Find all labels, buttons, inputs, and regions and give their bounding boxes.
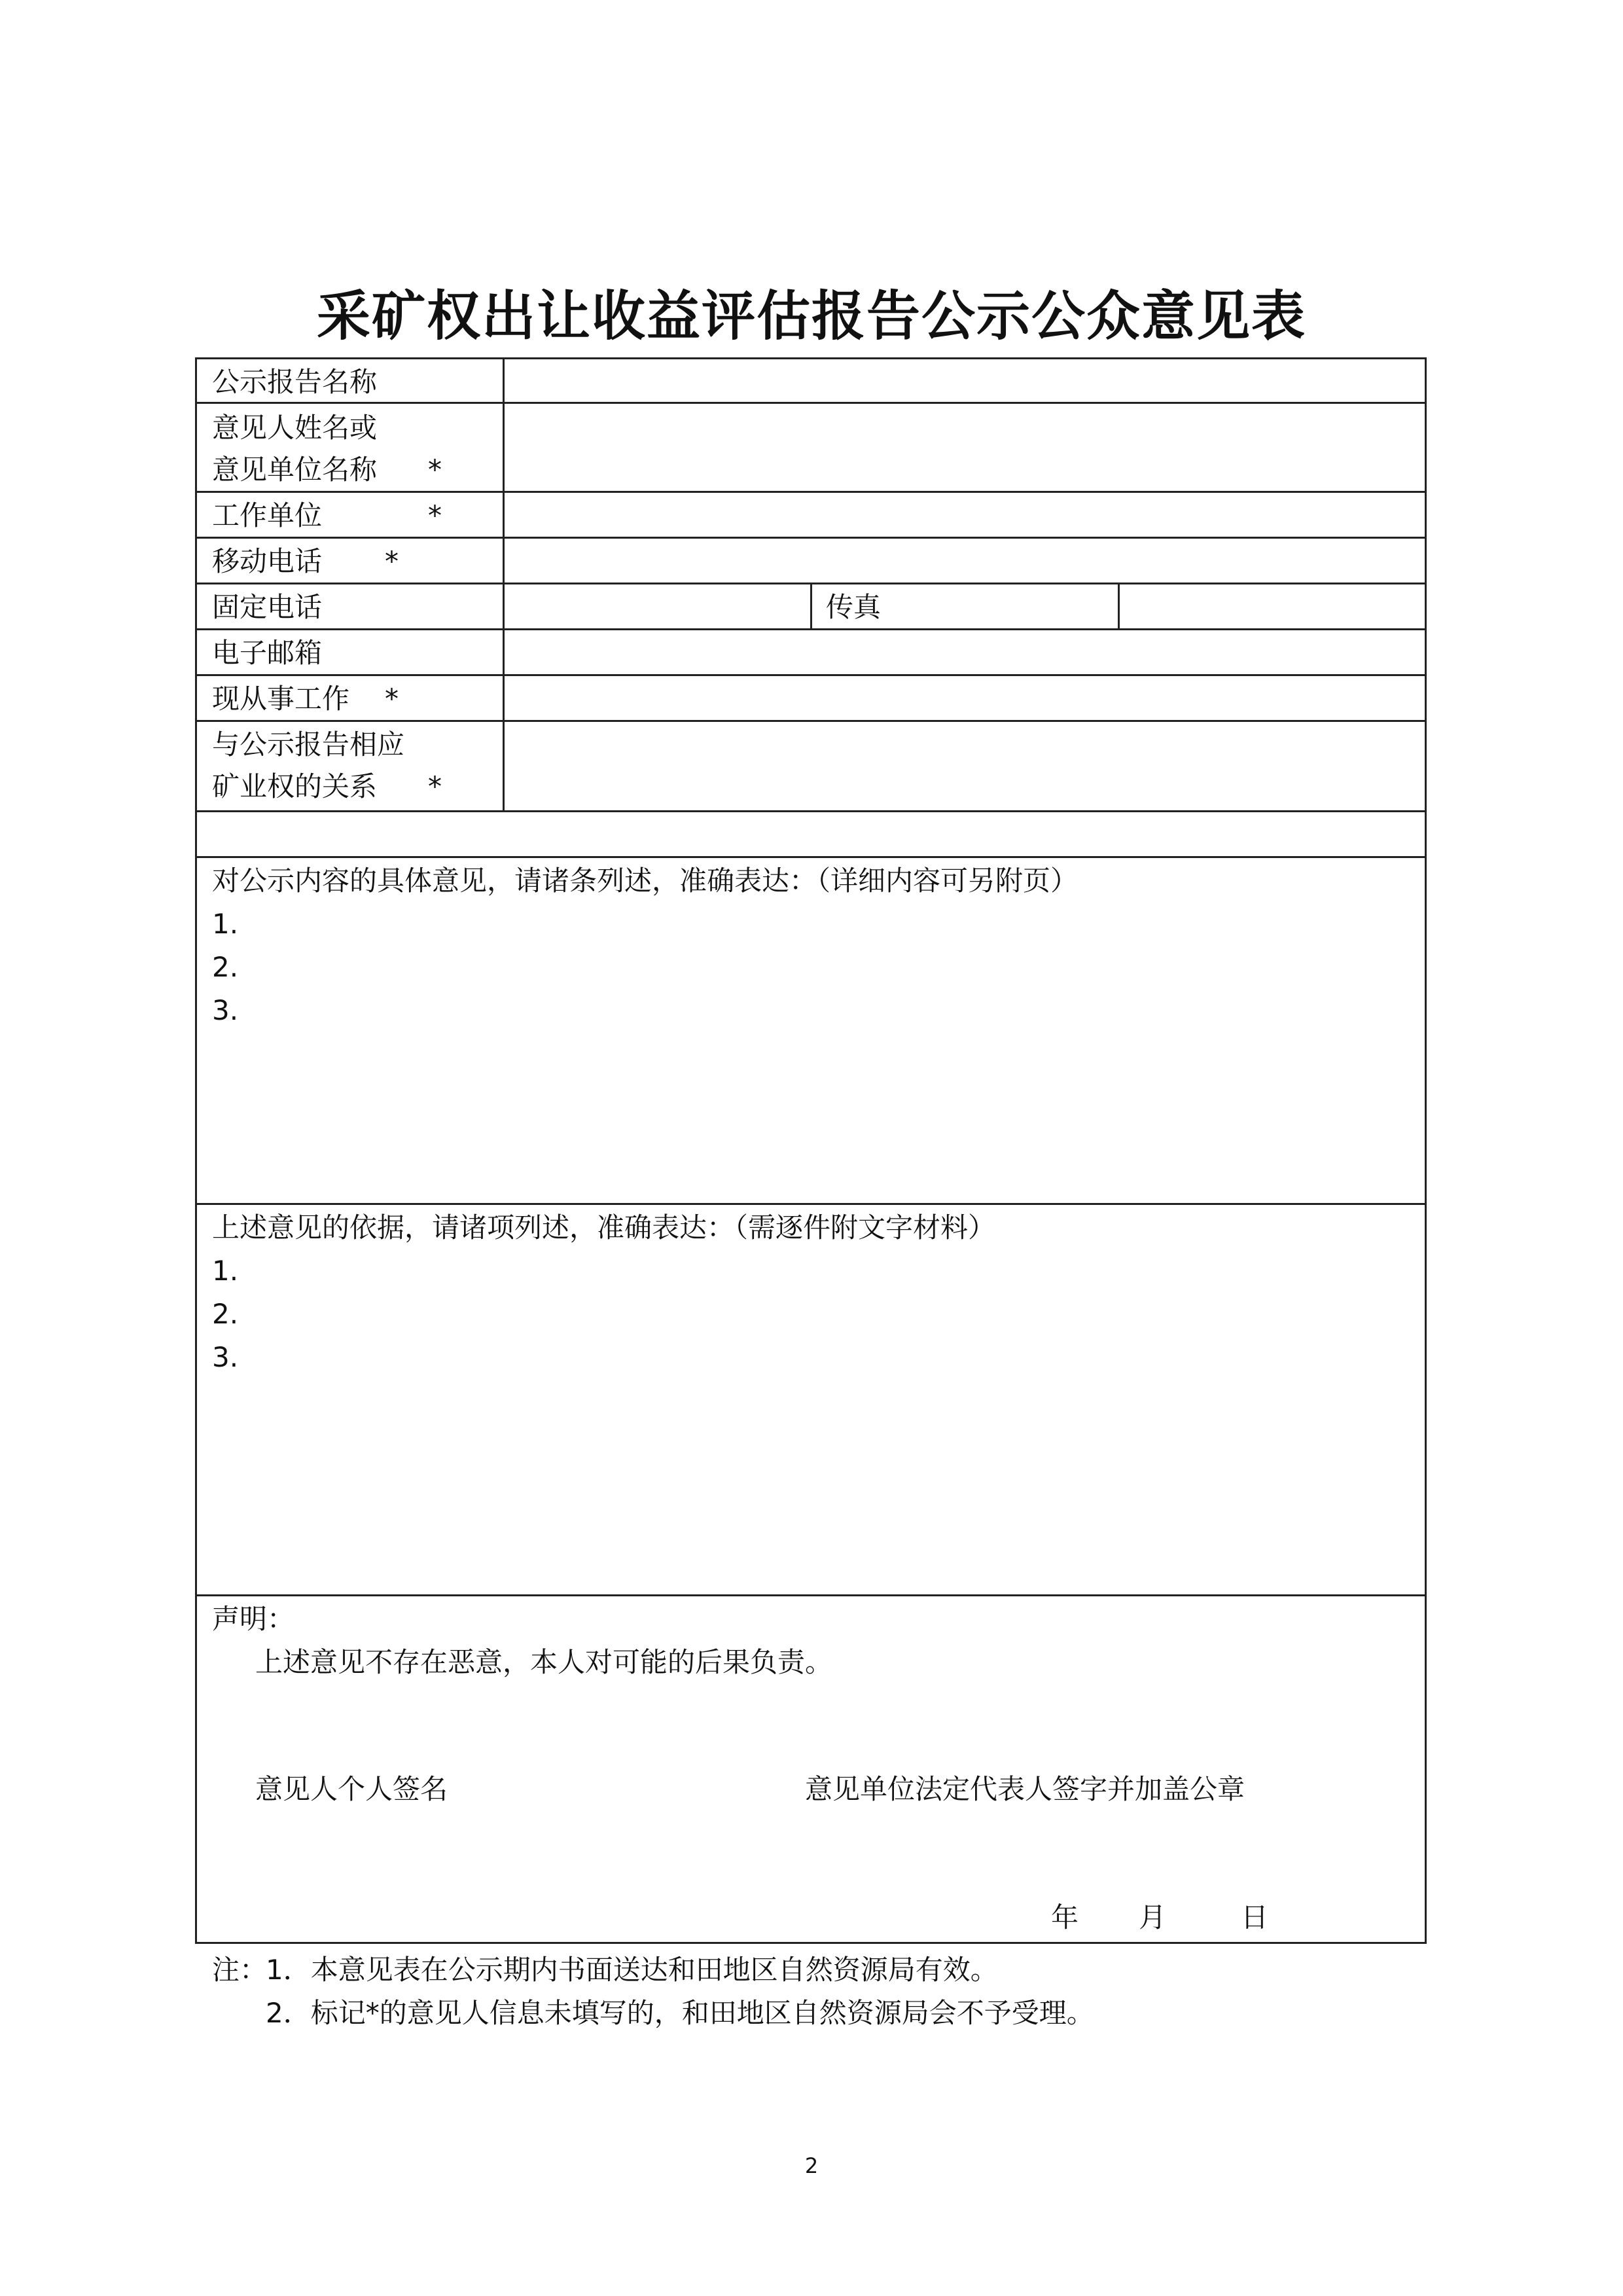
notes-prefix: 注：	[212, 1954, 268, 1986]
row-divider	[195, 628, 1427, 630]
landline-phone-label: 固定电话	[212, 591, 323, 623]
column-divider	[503, 357, 505, 810]
work-unit-input[interactable]	[505, 493, 1424, 534]
relation-label-line2: 矿业权的关系	[212, 770, 378, 802]
fax-input[interactable]	[1120, 585, 1424, 626]
landline-phone-input[interactable]	[505, 585, 809, 626]
date-day-label: 日	[1241, 1901, 1269, 1933]
row-divider	[195, 674, 1427, 676]
unit-signature-label: 意见单位法定代表人签字并加盖公章	[805, 1773, 1245, 1805]
row-divider	[195, 1594, 1427, 1596]
opinion-item-number: 3.	[212, 994, 239, 1026]
opinion-person-label-line2: 意见单位名称	[212, 454, 378, 486]
report-name-input[interactable]	[505, 360, 1424, 401]
opinion-person-label-line1: 意见人姓名或	[212, 412, 378, 444]
basis-item-number: 1.	[212, 1255, 239, 1287]
row-divider	[195, 491, 1427, 493]
relation-input[interactable]	[505, 723, 1424, 808]
email-label: 电子邮箱	[212, 637, 323, 669]
row-divider	[195, 402, 1427, 404]
declaration-text: 上述意见不存在恶意，本人对可能的后果负责。	[255, 1646, 833, 1678]
occupation-label: 现从事工作	[212, 683, 350, 715]
date-year-label: 年	[1051, 1901, 1079, 1933]
report-name-label: 公示报告名称	[212, 366, 378, 398]
row-divider	[195, 856, 1427, 858]
occupation-input[interactable]	[505, 677, 1424, 717]
required-mark: *	[385, 683, 399, 715]
column-divider	[810, 583, 812, 628]
page-title: 采矿权出让收益评估报告公示公众意见表	[316, 285, 1306, 348]
page-number: 2	[804, 2153, 819, 2178]
required-mark: *	[428, 770, 442, 802]
mobile-phone-input[interactable]	[505, 539, 1424, 580]
required-mark: *	[428, 499, 442, 531]
opinions-heading: 对公示内容的具体意见，请诸条列述，准确表达：（详细内容可另附页）	[212, 865, 1079, 897]
required-mark: *	[385, 545, 399, 577]
declaration-heading: 声明：	[212, 1603, 295, 1635]
blank-row[interactable]	[198, 813, 1424, 853]
note-item-2: 2．标记*的意见人信息未填写的，和田地区自然资源局会不予受理。	[266, 1997, 1094, 2029]
relation-label-line1: 与公示报告相应	[212, 728, 405, 761]
basis-heading: 上述意见的依据，请诸项列述，准确表达：（需逐件附文字材料）	[212, 1211, 996, 1244]
row-divider	[195, 720, 1427, 722]
email-input[interactable]	[505, 631, 1424, 672]
opinions-text-area[interactable]	[236, 903, 1414, 1198]
fax-label: 传真	[826, 591, 882, 623]
basis-item-number: 3.	[212, 1341, 239, 1373]
row-divider	[195, 1203, 1427, 1205]
opinion-item-number: 2.	[212, 951, 239, 983]
column-divider	[1118, 583, 1120, 628]
note-item-1: 1．本意见表在公示期内书面送达和田地区自然资源局有效。	[266, 1954, 998, 1986]
mobile-phone-label: 移动电话	[212, 545, 323, 577]
row-divider	[195, 537, 1427, 539]
date-month-label: 月	[1139, 1901, 1167, 1933]
basis-text-area[interactable]	[236, 1250, 1414, 1590]
required-mark: *	[428, 454, 442, 486]
basis-item-number: 2.	[212, 1298, 239, 1330]
personal-signature-label: 意见人个人签名	[255, 1773, 448, 1805]
opinion-person-input[interactable]	[505, 404, 1424, 490]
opinion-item-number: 1.	[212, 908, 239, 940]
row-divider	[195, 810, 1427, 812]
work-unit-label: 工作单位	[212, 499, 323, 531]
